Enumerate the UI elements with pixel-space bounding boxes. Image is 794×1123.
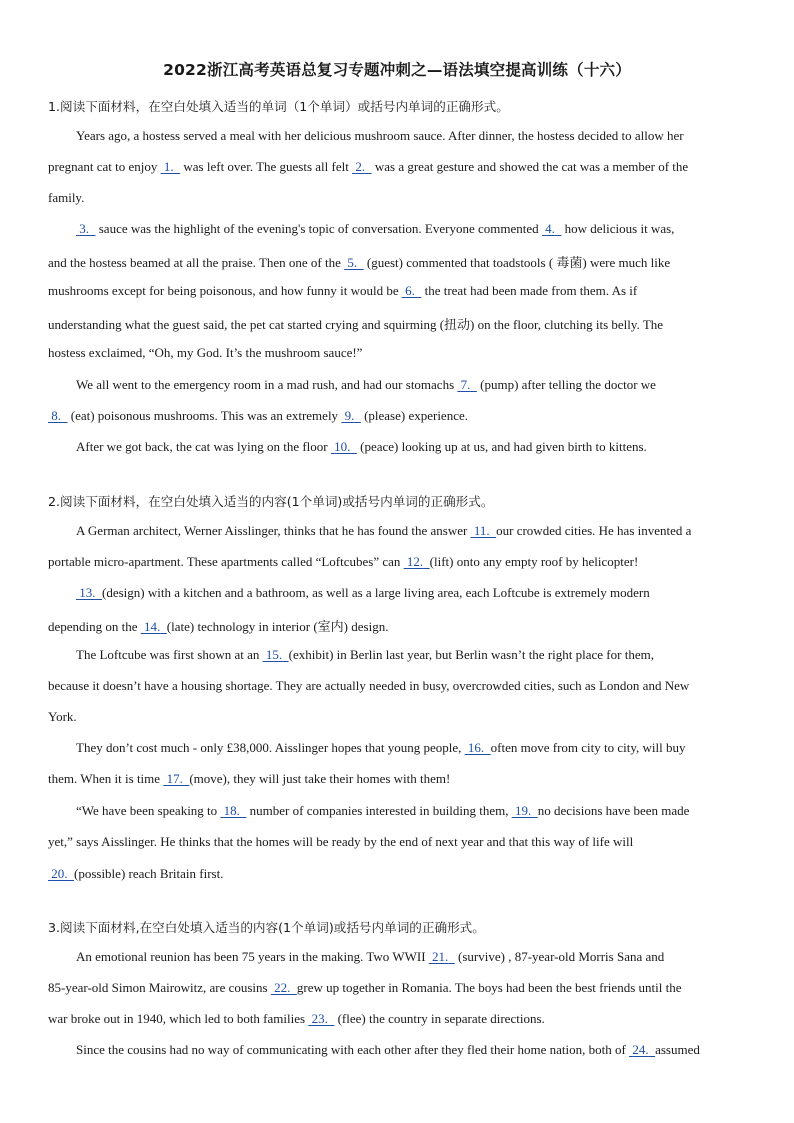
text-segment: often move from city to city, will buy [490, 740, 686, 755]
blank-number: 21. [432, 949, 449, 964]
blank-number: 22. [274, 980, 291, 995]
instruction-line [48, 96, 509, 115]
text-line [48, 252, 670, 271]
text-segment: Years ago, a hostess served a meal with her delicious mushroom sauce. After dinner, the hostess decided to allow her [76, 128, 684, 143]
text-line [48, 1011, 545, 1027]
text-segment: our crowded cities. He has invented a [496, 523, 692, 538]
text-segment: York. [48, 709, 77, 724]
text-segment: (exhibit) in Berlin last year, but Berlin wasn’t the right place for them, [288, 647, 654, 662]
blank-number: 3. [79, 221, 89, 236]
text-segment: no decisions have been made [537, 803, 690, 818]
text-segment: After we got back, the cat was lying on the floor [76, 439, 331, 454]
blank-number: 23. [311, 1011, 328, 1026]
text-segment: (peace) looking up at us, and had given birth to kittens. [356, 439, 647, 454]
text-line [48, 190, 84, 206]
text-segment: (flee) the country in separate directions. [334, 1011, 545, 1026]
text-line [76, 128, 684, 144]
text-line [48, 408, 468, 424]
text-segment: and the hostess beamed at all the praise. Then one of the [48, 255, 345, 270]
text-line [48, 345, 362, 361]
text-segment: mushrooms except for being poisonous, and how funny it would be [48, 283, 402, 298]
text-segment: “We have been speaking to [76, 803, 221, 818]
text-line [48, 709, 77, 725]
text-segment: (pump) after telling the doctor we [476, 377, 656, 392]
text-segment: number of companies interested in building them, [246, 803, 512, 818]
text-segment: was left over. The guests all felt [180, 159, 353, 174]
text-line [76, 377, 656, 393]
text-segment: Since the cousins had no way of communicating with each other after they fled their home nation, both of [76, 1042, 630, 1057]
text-line [48, 866, 223, 882]
text-segment: (move), they will just take their homes with them! [189, 771, 451, 786]
text-segment: portable micro-apartment. These apartments called “Loftcubes” can [48, 554, 404, 569]
text-segment: the treat had been made from them. As if [421, 283, 638, 298]
text-line [48, 616, 388, 635]
text-line [76, 221, 674, 237]
text-segment: war broke out in 1940, which led to both families [48, 1011, 309, 1026]
text-line [48, 678, 689, 694]
text-line [48, 159, 688, 175]
blank-number: 9. [344, 408, 355, 423]
text-segment: We all went to the emergency room in a mad rush, and had our stomachs [76, 377, 458, 392]
text-segment: 85-year-old Simon Mairowitz, are cousins [48, 980, 271, 995]
blank-number: 19. [515, 803, 532, 818]
text-line [76, 803, 689, 819]
blank-number: 4. [545, 221, 555, 236]
text-segment: how delicious it was, [561, 221, 675, 236]
blank-number: 5. [347, 255, 358, 270]
text-line [76, 523, 691, 539]
blank-number: 10. [334, 439, 351, 454]
text-segment: (lift) onto any empty roof by helicopter! [429, 554, 639, 569]
text-segment: grew up together in Romania. The boys had been the best friends until the [296, 980, 682, 995]
blank-number: 15. [265, 647, 283, 662]
text-segment: 3.阅读下面材料,在空白处填入适当的内容(1个单词)或括号内单词的正确形式。 [48, 920, 485, 935]
text-segment: family. [48, 190, 85, 205]
text-segment: understanding what the guest said, the pet cat started crying and squirming (扭动) on the floor, clutching its belly. The [48, 317, 664, 332]
text-segment: hostess exclaimed, “Oh, my God. It’s the mushroom sauce!” [48, 345, 363, 360]
text-segment: A German architect, Werner Aisslinger, thinks that he has found the answer [76, 523, 471, 538]
text-segment: (design) with a kitchen and a bathroom, as well as a large living area, each Loftcube is extremely modern [102, 585, 650, 600]
text-line [48, 980, 681, 996]
blank-number: 17. [166, 771, 183, 786]
text-line [76, 1042, 700, 1058]
blank-number: 12. [406, 554, 424, 569]
text-segment: The Loftcube was first shown at an [76, 647, 263, 662]
text-segment: (eat) poisonous mushrooms. This was an extremely [67, 408, 342, 423]
text-segment: They don’t cost much - only £38,000. Aisslinger hopes that young people, [76, 740, 465, 755]
text-line [76, 585, 650, 601]
text-segment: (possible) reach Britain first. [74, 866, 224, 881]
blank-number: 24. [632, 1042, 649, 1057]
text-line [76, 949, 664, 965]
text-line [48, 554, 638, 570]
text-segment: 1.阅读下面材料，在空白处填入适当的单词（1个单词）或括号内单词的正确形式。 [48, 99, 509, 114]
text-segment: (guest) commented that toadstools ( 毒菌) were much like [363, 255, 671, 270]
blank-number: 1. [163, 159, 174, 174]
text-line [48, 283, 637, 299]
page-title: 2022浙江高考英语总复习专题冲刺之—语法填空提高训练（十六） [163, 61, 631, 79]
text-line [48, 771, 450, 787]
text-line [76, 740, 685, 756]
text-line [76, 439, 647, 455]
text-segment: them. When it is time [48, 771, 164, 786]
blank-number: 2. [355, 159, 366, 174]
blank-number: 11. [473, 523, 490, 538]
blank-number: 8. [51, 408, 61, 423]
text-segment: assumed [655, 1042, 700, 1057]
text-segment: (survive) , 87-year-old Morris Sana and [454, 949, 665, 964]
text-line [76, 647, 654, 663]
text-segment: An emotional reunion has been 75 years in the making. Two WWII [76, 949, 429, 964]
text-line [48, 834, 633, 850]
text-segment: 2.阅读下面材料，在空白处填入适当的内容(1个单词)或括号内单词的正确形式。 [48, 494, 494, 509]
text-segment: (late) technology in interior (室内) design. [166, 619, 389, 634]
blank-number: 20. [51, 866, 68, 881]
blank-number: 16. [467, 740, 485, 755]
blank-number: 13. [79, 585, 96, 600]
instruction-line [48, 491, 493, 510]
text-segment: yet,” says Aisslinger. He thinks that the homes will be ready by the end of next year and that this way of life will [48, 834, 634, 849]
blank-number: 7. [460, 377, 471, 392]
text-segment: (please) experience. [360, 408, 468, 423]
text-segment: because it doesn’t have a housing shortage. They are actually needed in busy, overcrowded cities, such as London and New [48, 678, 690, 693]
blank-number: 6. [405, 283, 415, 298]
blank-number: 14. [144, 619, 161, 634]
text-segment: was a great gesture and showed the cat was a member of the [371, 159, 689, 174]
instruction-line [48, 917, 485, 936]
text-segment: pregnant cat to enjoy [48, 159, 161, 174]
text-segment: depending on the [48, 619, 141, 634]
blank-number: 18. [223, 803, 240, 818]
text-line [48, 314, 663, 333]
text-segment: sauce was the highlight of the evening's topic of conversation. Everyone commented [95, 221, 542, 236]
